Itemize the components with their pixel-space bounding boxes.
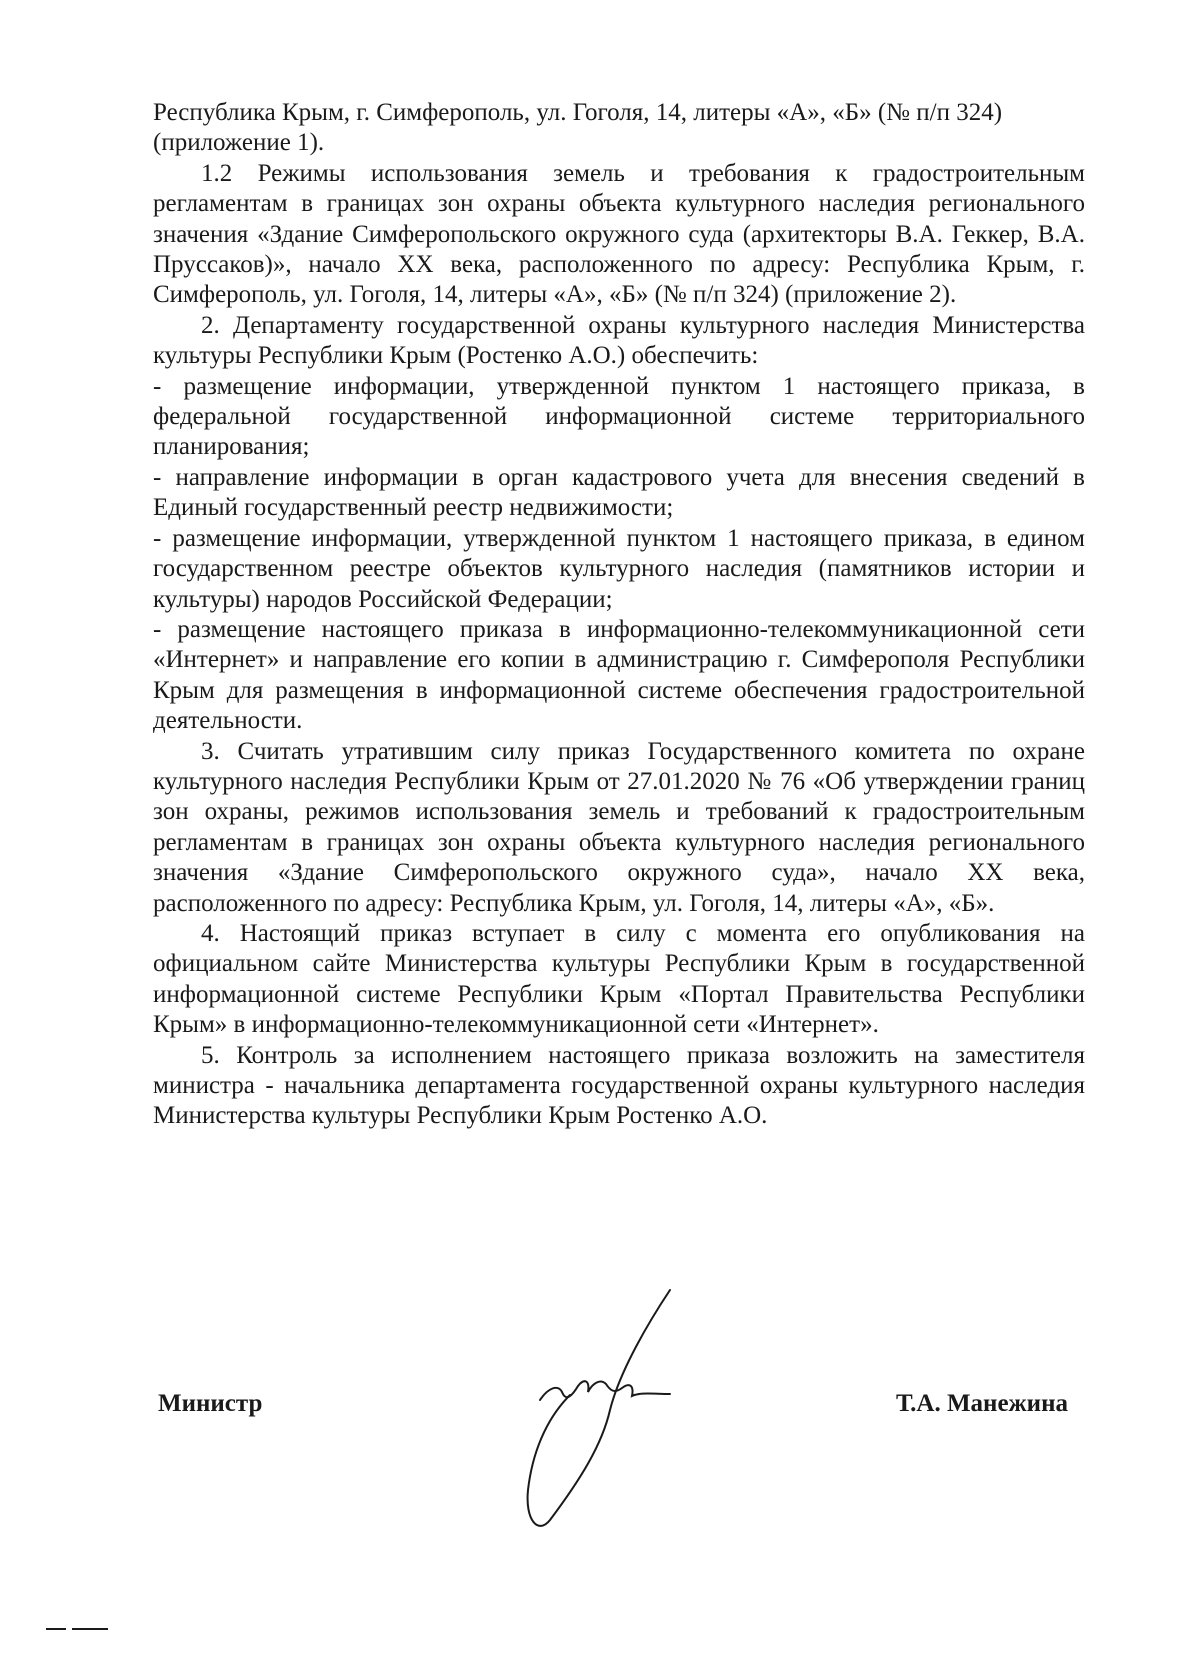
paragraph-4: 4. Настоящий приказ вступает в силу с момента его опубликования на официальном сайте Министерства культуры Республики Крым в государственной информационной системе Республики Крым «Портал Правительства Республики Крым» в информационно-телекоммуникационной сети «Интернет». xyxy=(153,919,1085,1039)
paragraph-address-continuation: Республика Крым, г. Симферополь, ул. Гоголя, 14, литеры «А», «Б» (№ п/п 324) (приложение 1). xyxy=(153,99,1003,157)
paragraph-2-item-3: - размещение информации, утвержденной пунктом 1 настоящего приказа, в едином государственном реестре объектов культурного наследия (памятников истории и культуры) народов Российской Федерации; xyxy=(153,524,1085,613)
paragraph-1-2: 1.2 Режимы использования земель и требования к градостроительным регламентам в границах зон охраны объекта культурного наследия регионального значения «Здание Симферопольского окружного суда (архитекторы В.А. Геккер, В.А. Пруссаков)», начало XX века, расположенного по адресу: Республика Крым, г. Симферополь, ул. Гоголя, 14, литеры «А», «Б» (№ п/п 324) (приложение 2). xyxy=(153,159,1085,309)
signatory-title: Министр xyxy=(158,1390,263,1417)
paragraph-2-item-2: - направление информации в орган кадастрового учета для внесения сведений в Единый государственный реестр недвижимости; xyxy=(153,463,1085,522)
paragraph-2-item-4: - размещение настоящего приказа в информационно-телекоммуникационной сети «Интернет» и направление его копии в администрацию г. Симферополя Республики Крым для размещения в информационной системе обеспечения градостроительной деятельности. xyxy=(153,615,1085,735)
signatory-name: Т.А. Манежина xyxy=(895,1390,1068,1417)
paragraph-2: 2. Департаменту государственной охраны культурного наследия Министерства культуры Республики Крым (Ростенко А.О.) обеспечить: xyxy=(153,311,1085,370)
paragraph-3: 3. Считать утратившим силу приказ Государственного комитета по охране культурного наследия Республики Крым от 27.01.2020 № 76 «Об утверждении границ зон охраны, режимов использования земель и требований к градостроительным регламентам в границах зон охраны объекта культурного наследия регионального значения «Здание Симферопольского окружного суда», начало XX века, расположенного по адресу: Республика Крым, ул. Гоголя, 14, литеры «А», «Б». xyxy=(153,737,1085,917)
paragraph-2-item-1: - размещение информации, утвержденной пунктом 1 настоящего приказа, в федеральной государственной информационной системе территориального планирования; xyxy=(153,372,1085,461)
corner-scan-mark xyxy=(46,1628,108,1630)
signature-block xyxy=(153,1390,1085,1430)
paragraph-5: 5. Контроль за исполнением настоящего приказа возложить на заместителя министра - начальника департамента государственной охраны культурного наследия Министерства культуры Республики Крым Ростенко А.О. xyxy=(153,1041,1085,1130)
document-body xyxy=(153,98,1085,1132)
